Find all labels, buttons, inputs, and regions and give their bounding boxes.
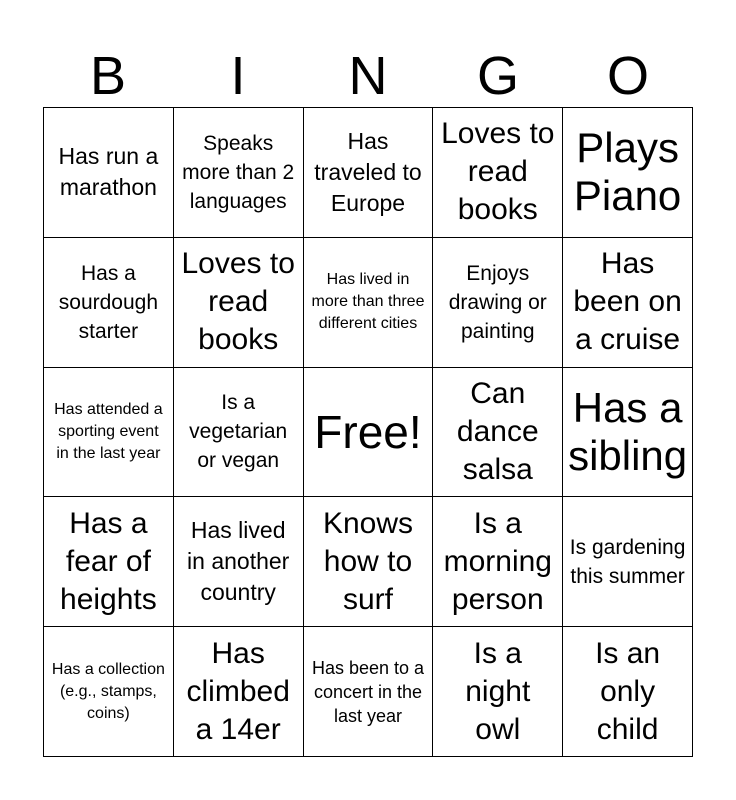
bingo-cell-text: Plays Piano	[573, 124, 682, 220]
bingo-cell-text: Has run a marathon	[58, 143, 159, 201]
bingo-cell[interactable]	[433, 627, 563, 757]
bingo-cell-text: Has climbed a 14er	[186, 636, 290, 746]
bingo-cell-text: Has traveled to Europe	[314, 127, 422, 216]
bingo-cell[interactable]	[44, 368, 174, 498]
bingo-cell[interactable]	[563, 368, 693, 498]
bingo-cell-text: Has lived in another country	[187, 517, 290, 606]
bingo-cell-text: Is a vegetarian or vegan	[189, 391, 288, 473]
bingo-header	[43, 46, 693, 106]
bingo-cell-text: Is a night owl	[465, 636, 531, 746]
bingo-cell[interactable]	[563, 108, 693, 238]
bingo-cell-text: Free!	[314, 405, 422, 458]
bingo-cell[interactable]	[304, 497, 434, 627]
bingo-cell-text: Has a fear of heights	[60, 506, 157, 616]
header-letter-i: I	[230, 46, 246, 106]
bingo-cell[interactable]	[174, 627, 304, 757]
bingo-cell-text: Knows how to surf	[322, 506, 414, 616]
bingo-cell-text: Has a sourdough starter	[58, 261, 159, 343]
bingo-cell-text: Loves to read books	[181, 247, 295, 357]
bingo-cell-text: Has lived in more than three different cities	[311, 271, 425, 333]
bingo-cell[interactable]	[304, 238, 434, 368]
bingo-cell-text: Can dance salsa	[456, 376, 539, 486]
bingo-cell[interactable]	[563, 497, 693, 627]
bingo-cell-text: Has been to a concert in the last year	[311, 657, 425, 726]
bingo-cell[interactable]	[174, 108, 304, 238]
bingo-cell-text: Is a morning person	[443, 506, 552, 616]
bingo-cell[interactable]	[433, 497, 563, 627]
bingo-grid	[43, 107, 693, 757]
bingo-cell[interactable]	[44, 108, 174, 238]
header-letter-n: N	[348, 46, 388, 106]
bingo-cell[interactable]	[44, 497, 174, 627]
header-letter-g: G	[476, 46, 519, 106]
bingo-cell[interactable]	[174, 238, 304, 368]
bingo-cell[interactable]	[44, 627, 174, 757]
header-letter-b: B	[89, 46, 127, 106]
bingo-cell[interactable]	[44, 238, 174, 368]
bingo-cell-text: Speaks more than 2 languages	[182, 131, 295, 213]
bingo-cell-text: Has a collection (e.g., stamps, coins)	[51, 660, 165, 722]
bingo-cell[interactable]	[304, 108, 434, 238]
bingo-cell-text: Has been on a cruise	[573, 247, 682, 357]
bingo-cell[interactable]	[433, 368, 563, 498]
bingo-cell[interactable]	[174, 497, 304, 627]
bingo-cell-free[interactable]	[304, 368, 434, 498]
bingo-cell-text: Is an only child	[595, 636, 661, 746]
bingo-cell-text: Is gardening this summer	[569, 535, 686, 588]
bingo-cell[interactable]	[563, 238, 693, 368]
bingo-cell-text: Has attended a sporting event in the last year	[54, 400, 163, 462]
bingo-cell[interactable]	[433, 238, 563, 368]
bingo-cell-text: Enjoys drawing or painting	[448, 261, 547, 343]
header-letter-o: O	[606, 46, 649, 106]
bingo-cell[interactable]	[433, 108, 563, 238]
bingo-cell-text: Has a sibling	[568, 383, 688, 479]
bingo-cell-text: Loves to read books	[441, 117, 555, 227]
bingo-cell[interactable]	[304, 627, 434, 757]
bingo-cell[interactable]	[563, 627, 693, 757]
bingo-cell[interactable]	[174, 368, 304, 498]
